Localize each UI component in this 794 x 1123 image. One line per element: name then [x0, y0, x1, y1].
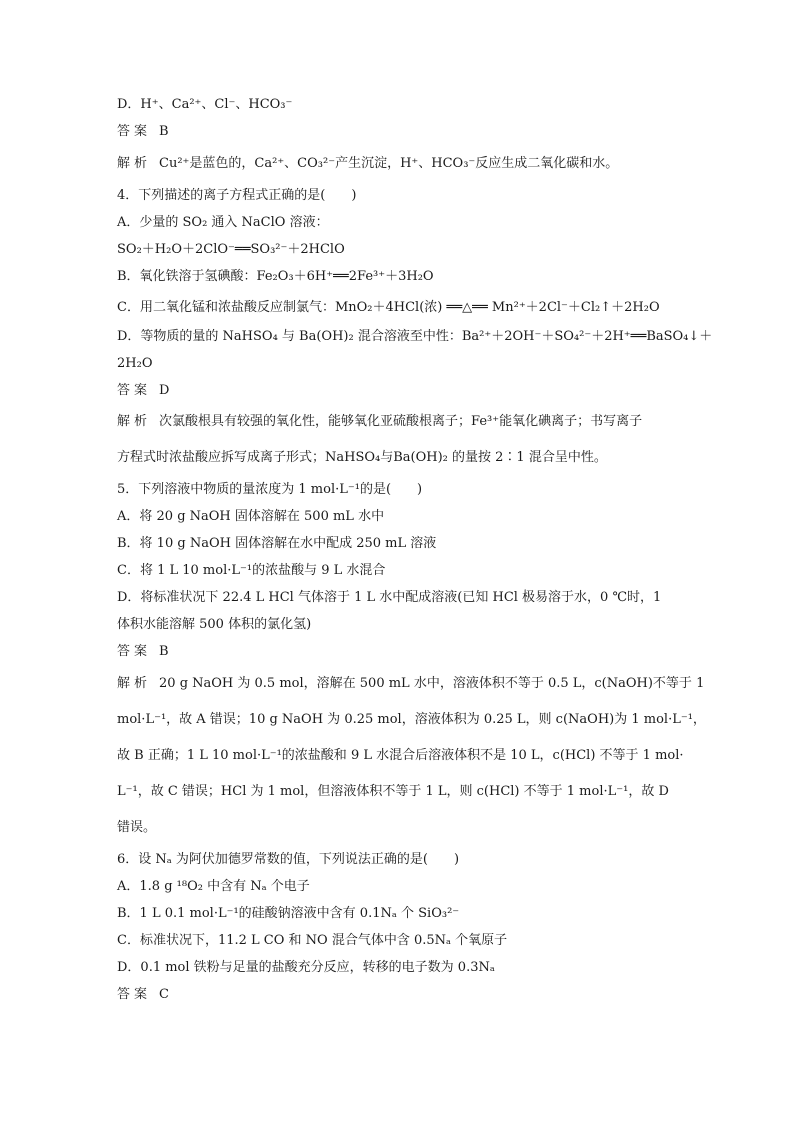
analysis-line-continued: 方程式时浓盐酸应拆写成离子形式；NaHSO₄与Ba(OH)₂ 的量按 2∶1 混合呈中性。: [117, 450, 607, 465]
analysis-line-continued: 错误。: [117, 820, 157, 835]
option-line: A．将 20 g NaOH 固体溶解在 500 mL 水中: [117, 509, 385, 524]
analysis-line: [117, 413, 687, 431]
option-line: C．将 1 L 10 mol·L⁻¹的浓盐酸与 9 L 水混合: [117, 563, 386, 578]
option-line: D．等物质的量的 NaHSO₄ 与 Ba(OH)₂ 混合溶液至中性：Ba²⁺＋2OH⁻＋SO₄²⁻＋2H⁺══BaSO₄↓＋: [117, 329, 713, 344]
answer-value: B: [159, 644, 169, 659]
answer-value: D: [159, 383, 170, 398]
option-line: B．将 10 g NaOH 固体溶解在水中配成 250 mL 溶液: [117, 536, 437, 551]
option-line: B．1 L 0.1 mol·L⁻¹的硅酸钠溶液中含有 0.1Nₐ 个 SiO₃²⁻: [117, 906, 460, 921]
answer-line: [117, 382, 687, 400]
answer-label: 答案: [117, 124, 152, 139]
option-line: A．少量的 SO₂ 通入 NaClO 溶液：: [117, 215, 329, 230]
analysis-line-continued: mol·L⁻¹，故 A 错误；10 g NaOH 为 0.25 mol，溶液体积为 0.25 L，则 c(NaOH)为 1 mol·L⁻¹，: [117, 712, 706, 727]
answer-label: 答案: [117, 987, 152, 1002]
analysis-label: 解析: [117, 414, 152, 429]
answer-label: 答案: [117, 644, 152, 659]
option-line: C．用二氧化锰和浓盐酸反应制氯气：MnO₂＋4HCl(浓) ══△══ Mn²⁺＋2Cl⁻＋Cl₂↑＋2H₂O: [117, 300, 660, 315]
option-line: B．氧化铁溶于氢碘酸：Fe₂O₃＋6H⁺══2Fe³⁺＋3H₂O: [117, 269, 434, 284]
option-line: D．H⁺、Ca²⁺、Cl⁻、HCO₃⁻: [117, 97, 293, 112]
question-stem: 6．设 Nₐ 为阿伏加德罗常数的值，下列说法正确的是( ): [117, 852, 460, 867]
option-line: D．将标准状况下 22.4 L HCl 气体溶于 1 L 水中配成溶液(已知 HCl 极易溶于水，0 ℃时，1: [117, 590, 662, 605]
answer-line: [117, 123, 687, 141]
analysis-line-continued: L⁻¹，故 C 错误；HCl 为 1 mol，但溶液体积不等于 1 L，则 c(HCl) 不等于 1 mol·L⁻¹，故 D: [117, 784, 669, 799]
option-line: A．1.8 g ¹⁸O₂ 中含有 Nₐ 个电子: [117, 879, 310, 894]
question-stem: 4．下列描述的离子方程式正确的是( ): [117, 188, 357, 203]
analysis-line: [117, 155, 687, 173]
answer-line: [117, 986, 687, 1004]
answer-line: [117, 643, 687, 661]
option-line: D．0.1 mol 铁粉与足量的盐酸充分反应，转移的电子数为 0.3Nₐ: [117, 960, 495, 975]
option-line: C．标准状况下，11.2 L CO 和 NO 混合气体中含 0.5Nₐ 个氧原子: [117, 933, 508, 948]
analysis-text: 次氯酸根具有较强的氧化性，能够氧化亚硫酸根离子；Fe³⁺能氧化碘离子；书写离子: [159, 414, 643, 429]
equation-line: SO₂＋H₂O＋2ClO⁻══SO₃²⁻＋2HClO: [117, 242, 345, 257]
analysis-line-continued: 故 B 正确；1 L 10 mol·L⁻¹的浓盐酸和 9 L 水混合后溶液体积不是 10 L，c(HCl) 不等于 1 mol·: [117, 748, 684, 763]
answer-label: 答案: [117, 383, 152, 398]
answer-value: B: [159, 124, 169, 139]
answer-value: C: [159, 987, 169, 1002]
analysis-label: 解析: [117, 156, 152, 171]
option-line-continued: 2H₂O: [117, 356, 153, 371]
analysis-text: Cu²⁺是蓝色的，Ca²⁺、CO₃²⁻产生沉淀，H⁺、HCO₃⁻反应生成二氧化碳和水。: [159, 156, 619, 171]
analysis-line: [117, 675, 705, 693]
question-stem: 5．下列溶液中物质的量浓度为 1 mol·L⁻¹的是( ): [117, 482, 423, 497]
analysis-text: 20 g NaOH 为 0.5 mol，溶解在 500 mL 水中，溶液体积不等于 0.5 L，c(NaOH)不等于 1: [159, 676, 705, 691]
option-line-continued: 体积水能溶解 500 体积的氯化氢): [117, 617, 312, 632]
analysis-label: 解析: [117, 676, 152, 691]
